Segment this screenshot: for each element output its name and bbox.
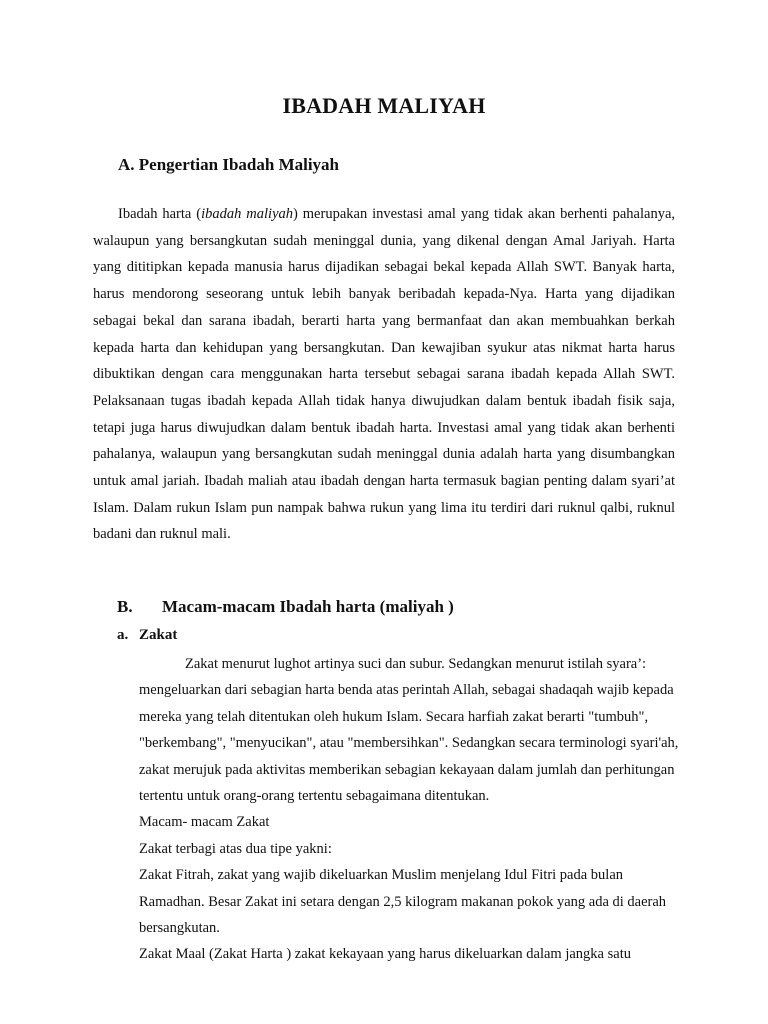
zakat-types-intro-line: Zakat terbagi atas dua tipe yakni: [139, 840, 332, 857]
paragraph-text-rest: ) merupakan investasi amal yang tidak akan berhenti pahalanya, walaupun yang bersangkutan sudah meninggal dunia, yang dikenal dengan Amal Jariyah. Harta yang dititipkan kepada manusia harus dijadikan sebagai bekal kepada Allah SWT. Banyak harta, harus mendorong seseorang untuk lebih banyak beribadah kepada-Nya. Harta yang dijadikan sebagai bekal dan sarana ibadah, berarti harta yang bermanfaat dan akan membuahkan berkah kepada harta dan kehidupan yang bersangkutan. Dan kewajiban syukur atas nikmat harta harus dibuktikan dengan cara menggunakan harta tersebut sebagai sarana ibadah kepada Allah SWT. Pelaksanaan tugas ibadah kepada Allah tidak hanya diwujudkan dalam bentuk ibadah fisik saja, tetapi juga harus diwujudkan dalam bentuk ibadah harta. Investasi amal yang tidak akan berhenti pahalanya, walaupun yang bersangkutan sudah meninggal dunia adalah harta yang disumbangkan untuk amal jariah. Ibadah maliah atau ibadah dengan harta termasuk bagian penting dalam syari’at Islam. Dalam rukun Islam pun nampak bahwa rukun yang lima itu terdiri dari ruknul qalbi, ruknul badani dan ruknul mali. [93, 206, 676, 543]
subsection-a-body [139, 651, 679, 968]
subsection-a-title: Zakat [139, 627, 178, 643]
section-a-heading: A. Pengertian Ibadah Maliyah [118, 155, 340, 174]
subsection-a-heading [117, 627, 177, 644]
subsection-a-number: a. [117, 627, 129, 643]
document-title: IBADAH MALIYAH [282, 93, 486, 118]
zakat-definition-paragraph [139, 651, 679, 809]
paragraph-text-start: Ibadah harta ( [118, 206, 202, 222]
section-b-number: B. [117, 597, 133, 616]
zakat-types-heading-line: Macam- macam Zakat [139, 814, 270, 831]
zakat-fitrah-line: Zakat Fitrah, zakat yang wajib dikeluarkan Muslim menjelang Idul Fitri pada bulan Ramadhan. Besar Zakat ini setara dengan 2,5 kilogram makanan pokok yang ada di daerah bersangkutan. [139, 867, 667, 937]
section-b-title: Macam-macam Ibadah harta (maliyah ) [162, 597, 454, 616]
section-b-heading [117, 597, 454, 617]
paragraph-italic-term: ibadah maliyah [201, 206, 294, 222]
zakat-maal-line: Zakat Maal (Zakat Harta ) zakat kekayaan yang harus dikeluarkan dalam jangka satu [139, 946, 631, 963]
zakat-definition-text: Zakat menurut lughot artinya suci dan subur. Sedangkan menurut istilah syara’: mengeluarkan dari sebagian harta benda atas perintah Allah, sebagai shadaqah wajib kepada mereka yang telah ditentukan oleh hukum Islam. Secara harfiah zakat berarti "tumbuh", "berkembang", "menyucikan", atau "membersihkan". Sedangkan secara terminologi syari'ah, zakat merujuk pada aktivitas memberikan sebagian kekayaan dalam jumlah dan perhitungan tertentu untuk orang-orang tertentu sebagaimana ditentukan. [139, 656, 679, 805]
section-a-paragraph [93, 201, 675, 548]
